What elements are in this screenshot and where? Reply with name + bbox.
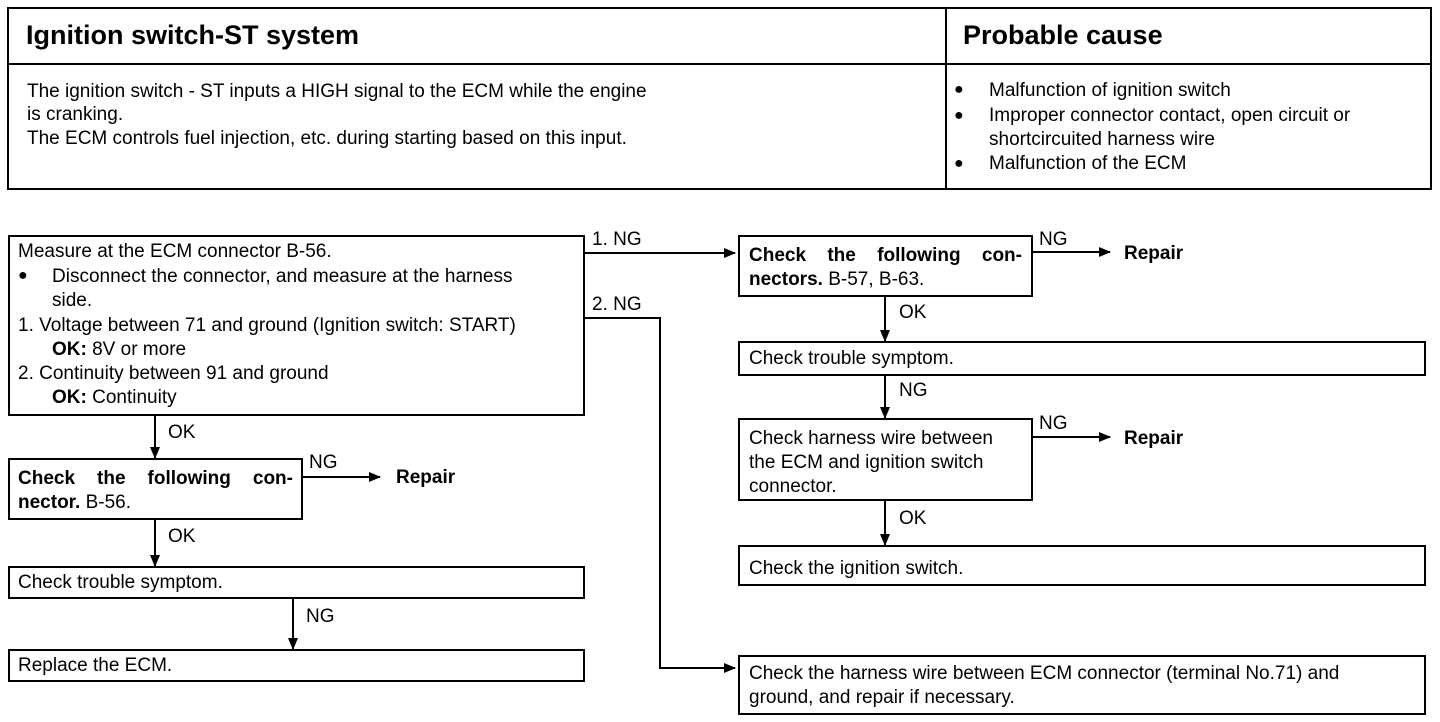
trouble-left-text: Check trouble symptom. [18, 572, 223, 593]
label-1-ng: 1. NG [592, 229, 642, 250]
description-line-3: The ECM controls fuel injection, etc. during starting based on this input. [27, 128, 627, 149]
trouble-right-text: Check trouble symptom. [749, 348, 954, 369]
check-ign-text: Check the ignition switch. [749, 558, 964, 579]
label-ng: NG [309, 452, 338, 473]
bullet-icon: ● [954, 107, 964, 124]
cause-2-line-1: Improper connector contact, open circuit or [989, 105, 1351, 126]
description-line-1: The ignition switch - ST inputs a HIGH signal to the ECM while the engine [27, 81, 647, 102]
check-b56-line-1: Check the following con- [18, 468, 293, 489]
harness-ign-line-2: the ECM and ignition switch [749, 452, 984, 473]
connector-code: B-56. [85, 492, 132, 513]
label-ng: NG [899, 380, 928, 401]
label-ok: OK [168, 526, 196, 547]
label-2-ng: 2. NG [592, 294, 642, 315]
replace-ecm-text: Replace the ECM. [18, 655, 173, 676]
bullet-icon: ● [18, 267, 28, 284]
cause-3: Malfunction of the ECM [989, 153, 1187, 174]
repair-label: Repair [1124, 243, 1184, 264]
harness-ign-line-3: connector. [749, 476, 837, 497]
harness-ign-line-1: Check harness wire between [749, 428, 993, 449]
check-b56-line-2 [18, 491, 131, 515]
description-line-2: is cranking. [27, 104, 124, 125]
nectors-word: nectors. [749, 269, 823, 290]
label-ng: NG [1039, 413, 1068, 434]
repair-label: Repair [396, 467, 456, 488]
bullet-icon: ● [954, 155, 964, 172]
label-ok: OK [899, 302, 927, 323]
ok-value: Continuity [92, 387, 177, 408]
repair-label: Repair [1124, 428, 1184, 449]
ok-value: 8V or more [92, 339, 187, 360]
cause-1: Malfunction of ignition switch [989, 80, 1231, 101]
measure-item-2-ok [52, 386, 177, 410]
probable-cause-title: Probable cause [963, 20, 1163, 50]
label-ok: OK [168, 422, 196, 443]
bullet-icon: ● [954, 81, 964, 98]
measure-title: Measure at the ECM connector B-56. [18, 241, 332, 262]
harness-ground-line-1: Check the harness wire between ECM connector (terminal No.71) and [749, 663, 1340, 684]
label-ng: NG [1039, 229, 1068, 250]
measure-bullet-line-2: side. [52, 290, 93, 311]
system-title: Ignition switch-ST system [26, 20, 360, 50]
harness-ground-line-2: ground, and repair if necessary. [749, 687, 1015, 708]
cause-2-line-2: shortcircuited harness wire [989, 129, 1215, 150]
check-b57-line-2 [749, 268, 924, 292]
nector-word: nector. [18, 492, 81, 513]
measure-item-1-ok [52, 338, 186, 362]
connector-codes: B-57, B-63. [828, 269, 925, 290]
measure-item-1: 1. Voltage between 71 and ground (Ignition switch: START) [18, 315, 516, 336]
label-ok: OK [899, 508, 927, 529]
measure-bullet-line-1: Disconnect the connector, and measure at the harness [52, 266, 513, 287]
ok-key: OK: [52, 339, 87, 360]
check-b57-line-1: Check the following con- [749, 245, 1022, 266]
label-ng: NG [306, 606, 335, 627]
ok-key: OK: [52, 387, 87, 408]
measure-item-2: 2. Continuity between 91 and ground [18, 363, 329, 384]
